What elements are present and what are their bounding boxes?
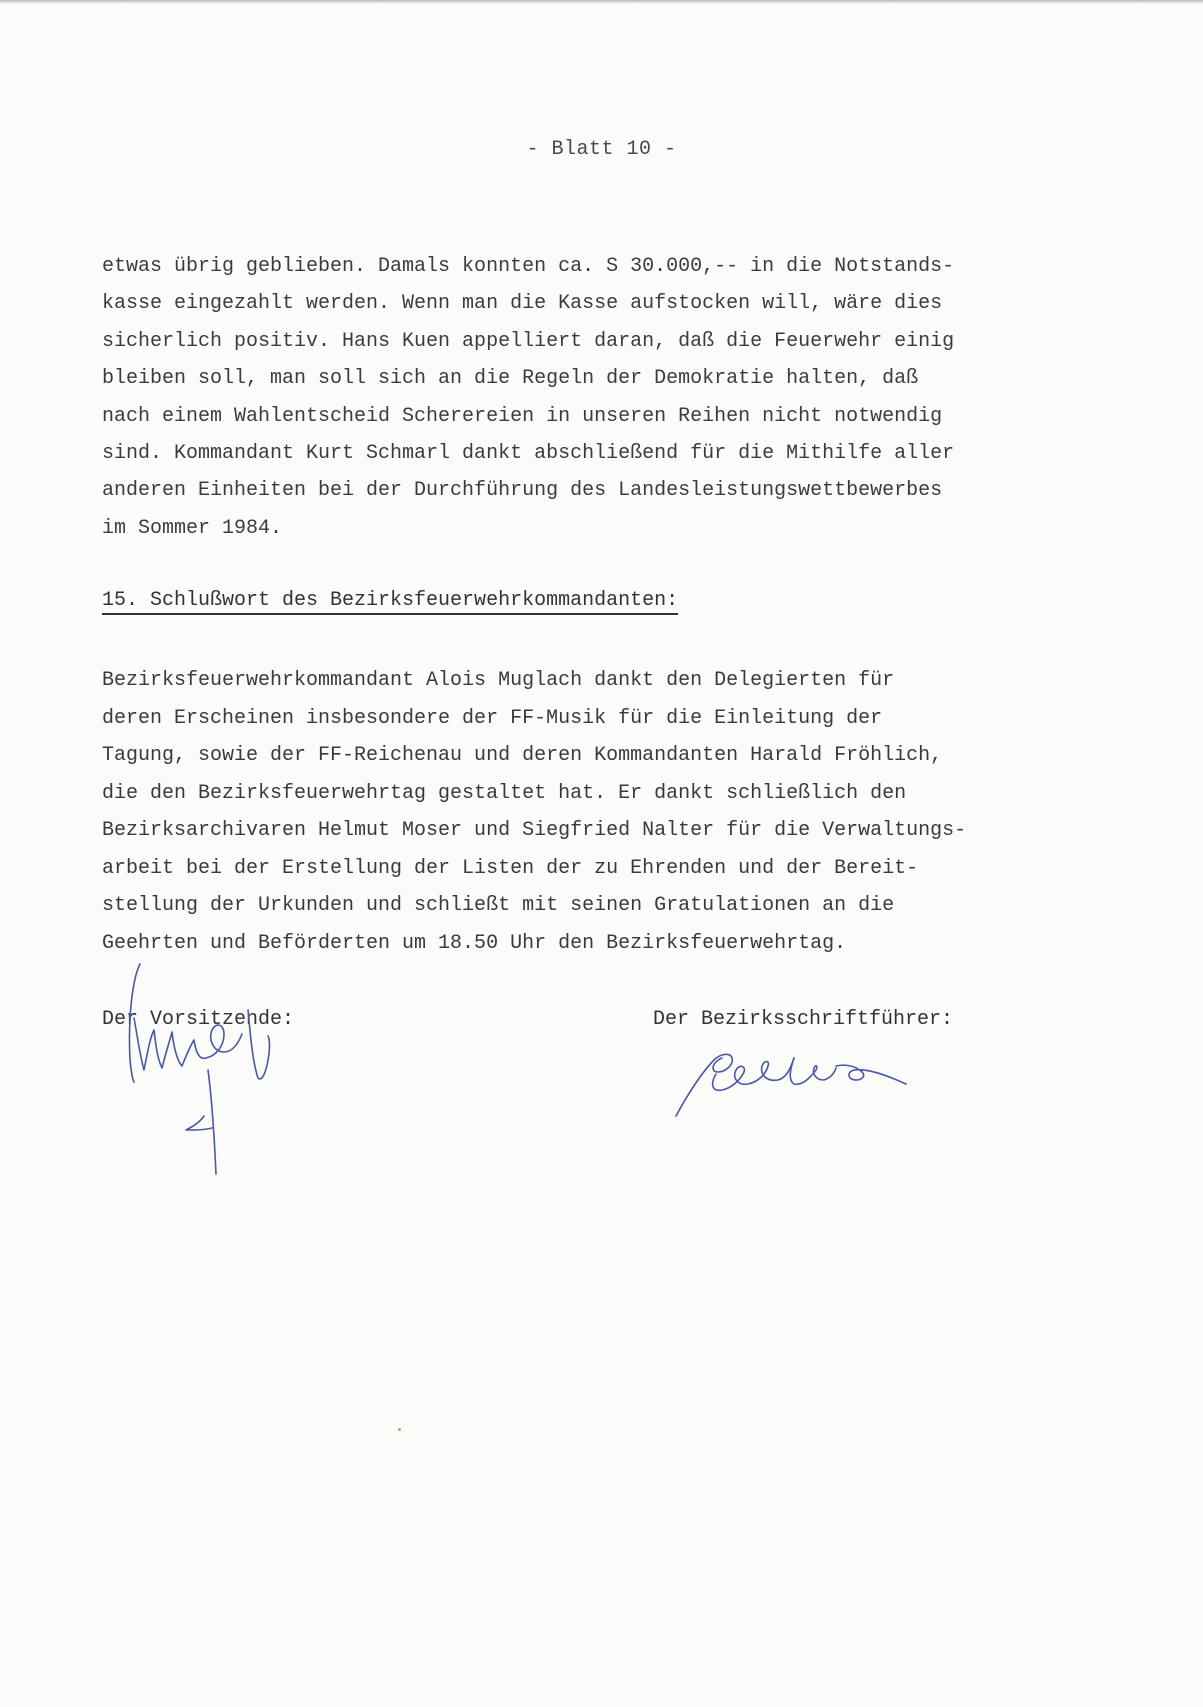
page-top-edge <box>0 0 1203 4</box>
paragraph-line: stellung der Urkunden und schließt mit seinen Gratulationen an die <box>102 894 895 917</box>
section-heading-text: 15. Schlußwort des Bezirksfeuerwehrkommandanten: <box>102 589 678 615</box>
paragraph-line: Tagung, sowie der FF-Reichenau und deren Kommandanten Harald Fröhlich, <box>102 744 943 767</box>
paragraph-line: etwas übrig geblieben. Damals konnten ca. S 30.000,-- in die Notstands- <box>102 255 955 278</box>
paragraph-line: im Sommer 1984. <box>102 516 283 540</box>
paragraph-line: kasse eingezahlt werden. Wenn man die Kasse aufstocken will, wäre dies <box>102 292 943 316</box>
closing-remarks-paragraph <box>102 662 1022 962</box>
chairman-signature-label: Der Vorsitzende: <box>102 1008 295 1031</box>
continued-paragraph <box>102 248 1022 547</box>
paragraph-line: Bezirksarchivaren Helmut Moser und Siegfried Nalter für die Verwaltungs- <box>102 819 967 842</box>
paper-speck <box>398 1428 401 1431</box>
paragraph-line: die den Bezirksfeuerwehrtag gestaltet hat. Er dankt schließlich den <box>102 781 907 805</box>
page-number-header: - Blatt 10 - <box>526 138 677 161</box>
paragraph-line: nach einem Wahlentscheid Scherereien in unseren Reihen nicht notwendig <box>102 404 943 428</box>
paragraph-line: sind. Kommandant Kurt Schmarl dankt abschließend für die Mithilfe aller <box>102 442 955 466</box>
paragraph-line: anderen Einheiten bei der Durchführung des Landesleistungswettbewerbes <box>102 479 943 503</box>
secretary-signature-label: Der Bezirksschriftführer: <box>653 1008 954 1031</box>
secretary-signature-icon <box>670 1030 930 1120</box>
paragraph-line: arbeit bei der Erstellung der Listen der zu Ehrenden und der Bereit- <box>102 856 919 880</box>
paragraph-line: bleiben soll, man soll sich an die Regeln der Demokratie halten, daß <box>102 367 919 391</box>
paragraph-line: Bezirksfeuerwehrkommandant Alois Muglach dankt den Delegierten für <box>102 669 895 692</box>
chairman-signature-icon <box>120 960 310 1180</box>
paragraph-line: Geehrten und Beförderten um 18.50 Uhr den Bezirksfeuerwehrtag. <box>102 931 847 955</box>
paragraph-line: deren Erscheinen insbesondere der FF-Musik für die Einleitung der <box>102 706 883 730</box>
section-heading <box>102 588 678 614</box>
paragraph-line: sicherlich positiv. Hans Kuen appelliert daran, daß die Feuerwehr einig <box>102 329 955 353</box>
